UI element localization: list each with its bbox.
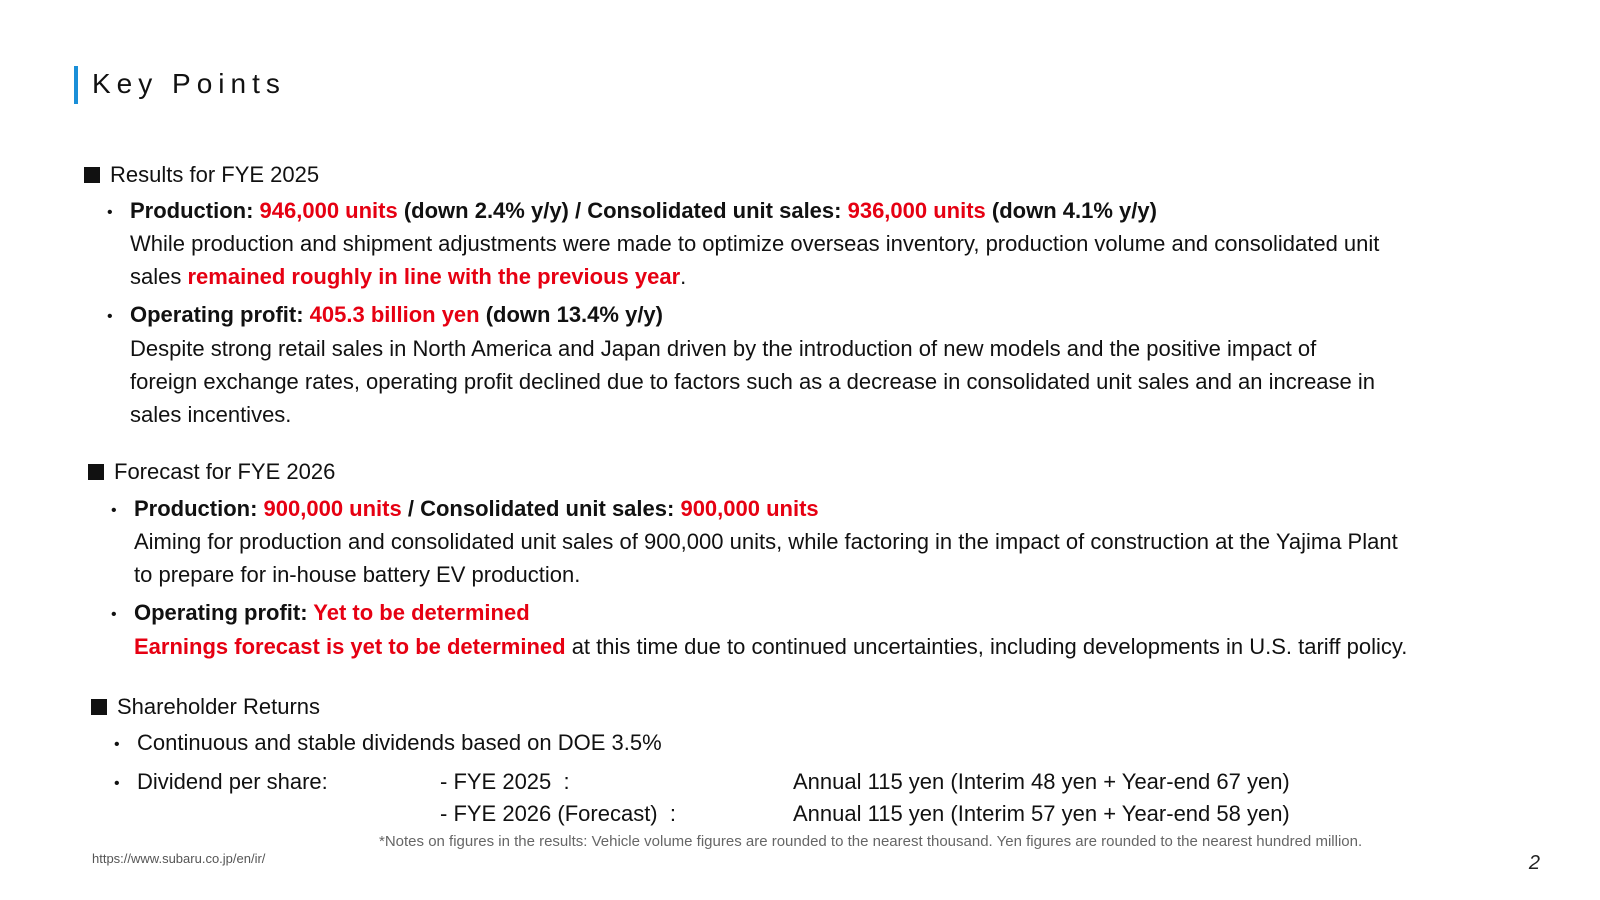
operating-change: (down 13.4% y/y) — [479, 302, 663, 327]
bullet-icon: • — [107, 308, 113, 325]
label: / Consolidated unit sales: — [401, 496, 681, 521]
sales-value: 900,000 units — [680, 496, 819, 521]
label: Operating profit: — [130, 302, 310, 327]
footer-url[interactable]: https://www.subaru.co.jp/en/ir/ — [92, 851, 266, 866]
dividend-row-1-label: - FYE 2025 : — [440, 769, 570, 794]
sales-change: (down 4.1% y/y) — [985, 198, 1157, 223]
text: sales — [130, 264, 188, 289]
results-heading-label: Results for FYE 2025 — [110, 162, 320, 187]
results-production-line — [130, 194, 1157, 228]
label: Operating profit: — [134, 600, 314, 625]
results-operating-desc-2: foreign exchange rates, operating profit declined due to factors such as a decrease in consolidated unit sales and an increase in — [130, 369, 1376, 394]
highlight: remained roughly in line with the previous year — [187, 264, 681, 289]
results-heading — [84, 162, 319, 188]
label: Production: — [134, 496, 264, 521]
returns-heading-label: Shareholder Returns — [117, 694, 321, 719]
production-change: (down 2.4% y/y) / Consolidated unit sales: — [397, 198, 848, 223]
square-bullet-icon — [88, 464, 104, 480]
results-production-desc-1: While production and shipment adjustments were made to optimize overseas inventory, production volume and consolidated unit — [130, 231, 1380, 256]
results-operating-line — [130, 298, 663, 332]
forecast-heading-label: Forecast for FYE 2026 — [114, 459, 336, 484]
page-title: Key Points — [92, 68, 286, 99]
bullet-icon: • — [114, 736, 120, 753]
forecast-heading — [88, 459, 335, 485]
forecast-production-line — [134, 492, 819, 526]
operating-value: Yet to be determined — [313, 600, 530, 625]
results-production-desc-2 — [130, 260, 686, 294]
square-bullet-icon — [84, 167, 100, 183]
text: . — [680, 264, 687, 289]
bullet-icon: • — [111, 502, 117, 519]
operating-value: 405.3 billion yen — [309, 302, 480, 327]
forecast-production-desc-2: to prepare for in-house battery EV production. — [134, 562, 581, 587]
footnote: *Notes on figures in the results: Vehicle volume figures are rounded to the nearest thousand. Yen figures are rounded to the nearest hundred million. — [379, 833, 1363, 850]
dividend-row-2-label: - FYE 2026 (Forecast) : — [440, 801, 676, 826]
forecast-operating-desc — [134, 630, 1407, 664]
production-value: 946,000 units — [259, 198, 398, 223]
dividend-row-2-value: Annual 115 yen (Interim 57 yen + Year-end 58 yen) — [793, 801, 1290, 826]
sales-value: 936,000 units — [847, 198, 986, 223]
returns-heading — [91, 694, 320, 720]
returns-dividend-label: Dividend per share: — [137, 769, 328, 794]
title-accent-bar — [74, 66, 78, 104]
bullet-icon: • — [107, 204, 113, 221]
label: Production: — [130, 198, 260, 223]
highlight: Earnings forecast is yet to be determined — [134, 634, 566, 659]
forecast-operating-line — [134, 596, 530, 630]
square-bullet-icon — [91, 699, 107, 715]
text: at this time due to continued uncertainties, including developments in U.S. tariff policy. — [565, 634, 1408, 659]
bullet-icon: • — [114, 775, 120, 792]
dividend-row-1-value: Annual 115 yen (Interim 48 yen + Year-end 67 yen) — [793, 769, 1290, 794]
production-value: 900,000 units — [263, 496, 402, 521]
page-number: 2 — [1528, 852, 1540, 874]
forecast-production-desc-1: Aiming for production and consolidated unit sales of 900,000 units, while factoring in the impact of construction at the Yajima Plant — [134, 529, 1398, 554]
results-operating-desc-1: Despite strong retail sales in North America and Japan driven by the introduction of new models and the positive impact of — [130, 336, 1317, 361]
results-operating-desc-3: sales incentives. — [130, 402, 292, 427]
returns-item-doe: Continuous and stable dividends based on DOE 3.5% — [137, 730, 662, 755]
bullet-icon: • — [111, 606, 117, 623]
